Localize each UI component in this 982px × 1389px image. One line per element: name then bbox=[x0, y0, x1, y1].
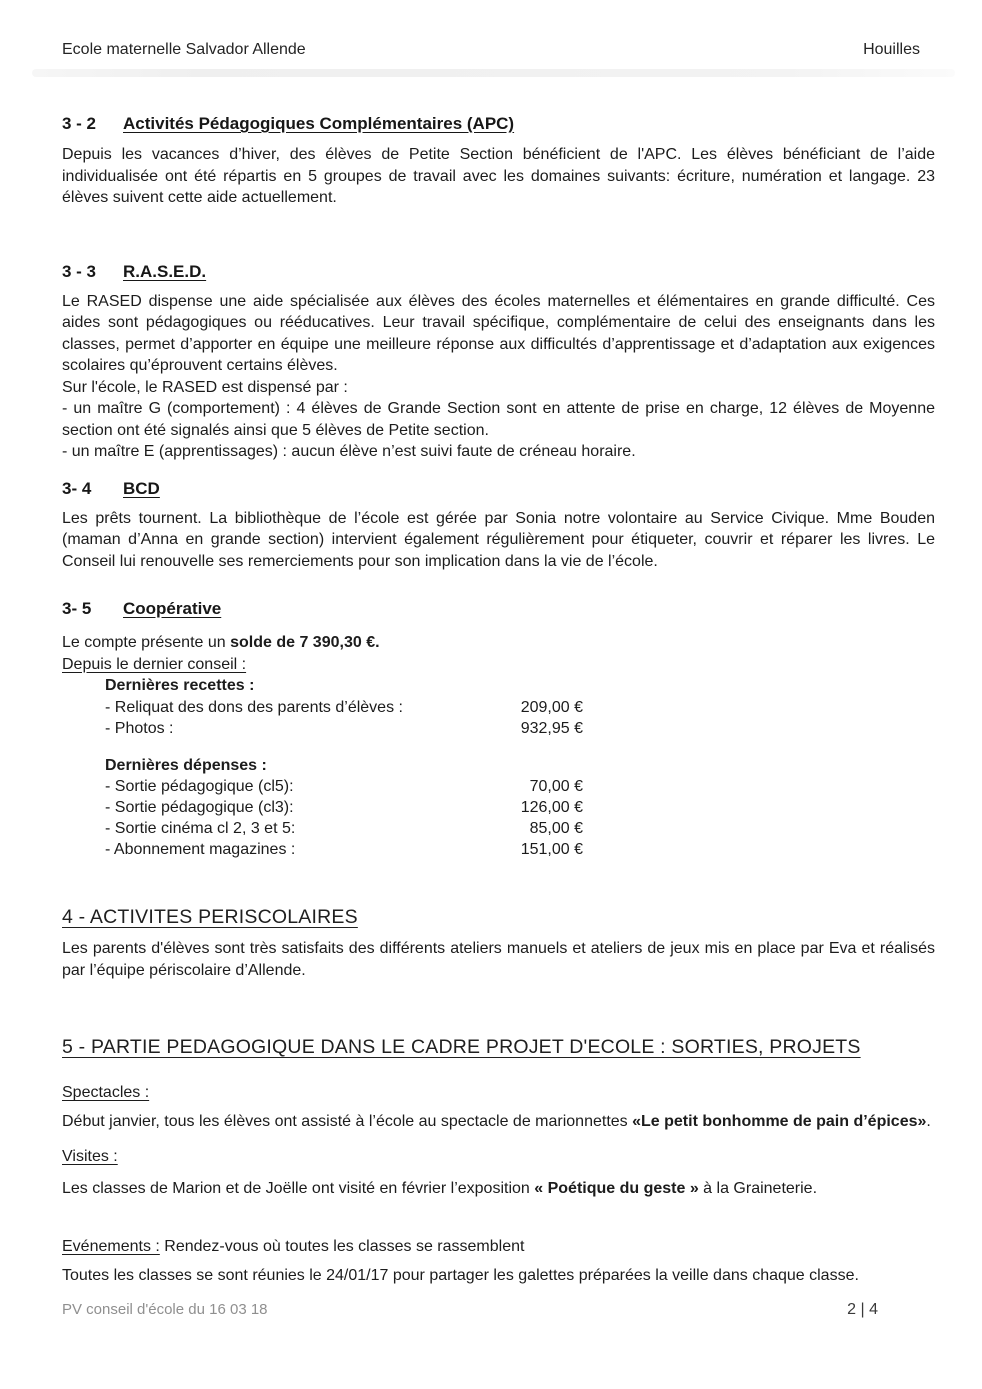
text-run: . bbox=[926, 1112, 931, 1130]
footer-doc-ref: PV conseil d'école du 16 03 18 bbox=[62, 1301, 268, 1318]
header-school-name: Ecole maternelle Salvador Allende bbox=[62, 41, 306, 58]
section-title: Activités Pédagogiques Complémentaires (APC) bbox=[123, 114, 515, 133]
text-run: Toutes les classes se sont réunies le 24/01/17 pour partager les galettes préparées la veille dans chaque classe. bbox=[62, 1266, 859, 1284]
text-run: - un maître E (apprentissages) : aucun élève n’est suivi faute de créneau horaire. bbox=[62, 443, 636, 460]
ledger-row bbox=[62, 818, 935, 839]
text-run: Début janvier, tous les élèves ont assisté à l’école au spectacle de marionnettes bbox=[62, 1112, 633, 1130]
text-run: Les parents d'élèves sont très satisfaits des différents ateliers manuels et ateliers de jeux mis en place par Eva et réalisés par l’équipe périscolaire d’Allende. bbox=[62, 940, 935, 979]
ledger-label: - Abonnement magazines : bbox=[105, 841, 296, 858]
text-run: Dernières dépenses : bbox=[105, 756, 267, 774]
paragraph bbox=[62, 398, 935, 441]
underlined-label: Visites : bbox=[62, 1148, 118, 1165]
text-run: à la Graineterie. bbox=[698, 1179, 818, 1197]
text-run: « Poétique du geste » bbox=[534, 1179, 699, 1197]
ledger-label: - Photos : bbox=[105, 719, 174, 737]
text-run: Le RASED dispense une aide spécialisée aux élèves des écoles maternelles et élémentaires en grande difficulté. Ces aides sont pédagogiques ou rééducatives. Leur travail spécifique, complémentaire de celui des enseignants dans les classes, permet d’apporter en équipe une meilleure réponse aux difficultés d’apprentissage et d’adaptation aux exigences scolaires qu’éprouvent certains élèves. bbox=[62, 292, 935, 374]
underlined-label: Depuis le dernier conseil : bbox=[62, 655, 247, 673]
underlined-label: Evénements : bbox=[62, 1238, 160, 1255]
header-city: Houilles bbox=[863, 41, 920, 58]
ledger-label: - Sortie pédagogique (cl5): bbox=[105, 778, 294, 795]
document-body bbox=[62, 113, 935, 1286]
ledger-label: - Reliquat des dons des parents d’élèves : bbox=[105, 698, 403, 716]
ledger-label: - Sortie cinéma cl 2, 3 et 5: bbox=[105, 820, 296, 837]
paragraph bbox=[62, 377, 935, 399]
paragraph bbox=[62, 1265, 935, 1287]
text-run: Le compte présente un bbox=[62, 634, 231, 651]
text-run: Dernières recettes : bbox=[105, 677, 255, 694]
underlined-label: Spectacles : bbox=[62, 1084, 150, 1101]
text-run: Les classes de Marion et de Joëlle ont visité en février l’exposition bbox=[62, 1179, 535, 1197]
paragraph bbox=[62, 144, 935, 209]
footer-page-number: 2 | 4 bbox=[847, 1301, 878, 1318]
ledger-amount: 85,00 € bbox=[529, 820, 583, 837]
text-run: Depuis les vacances d’hiver, des élèves de Petite Section bénéficient de l'APC. Les élèves bénéficiant de l’aide individualisée ont été répartis en 5 groupes de travail avec les domaines suivants: écriture, numération et langage. 23 élèves suivent cette aide actuellement. bbox=[62, 146, 935, 206]
text-line bbox=[62, 1082, 935, 1104]
section-title: R.A.S.E.D. bbox=[123, 261, 207, 281]
section-title: BCD bbox=[123, 478, 160, 498]
spacer bbox=[62, 739, 935, 755]
ledger-amount: 209,00 € bbox=[520, 698, 583, 716]
paragraph bbox=[62, 291, 935, 377]
ledger-row bbox=[62, 718, 935, 739]
text-run: - un maître G (comportement) : 4 élèves de Grande Section sont en attente de prise en charge, 12 élèves de Moyenne section ont été signalés ainsi que 5 élèves de Petite section. bbox=[62, 400, 935, 439]
text-line bbox=[62, 654, 935, 676]
section-heading bbox=[62, 478, 935, 500]
page-footer bbox=[62, 1300, 920, 1319]
text-run: solde de 7 390,30 €. bbox=[230, 634, 380, 651]
ledger-amount: 932,95 € bbox=[520, 719, 583, 737]
ledger-row bbox=[62, 797, 935, 818]
text-line bbox=[62, 1146, 935, 1168]
paragraph bbox=[62, 441, 935, 463]
section-number: 3 - 3 bbox=[62, 261, 97, 281]
text-run: «Le petit bonhomme de pain d’épices» bbox=[632, 1112, 927, 1130]
ledger-amount: 151,00 € bbox=[520, 841, 583, 858]
paragraph bbox=[62, 1178, 935, 1200]
paragraph bbox=[62, 938, 935, 981]
section-heading bbox=[62, 261, 935, 283]
ledger-label: - Sortie pédagogique (cl3): bbox=[105, 799, 294, 816]
ledger-row bbox=[62, 776, 935, 797]
section-number: 3- 4 bbox=[62, 478, 92, 498]
text-line bbox=[62, 632, 935, 654]
ledger-amount: 70,00 € bbox=[529, 778, 583, 795]
page-header bbox=[62, 40, 935, 60]
paragraph bbox=[62, 508, 935, 573]
section-heading bbox=[62, 598, 935, 620]
section-heading bbox=[62, 113, 935, 135]
section-number: 3 - 2 bbox=[62, 114, 97, 133]
paragraph bbox=[62, 1111, 935, 1133]
header-divider bbox=[32, 69, 955, 77]
ledger-row bbox=[62, 697, 935, 718]
major-section-heading: 4 - ACTIVITES PERISCOLAIRES bbox=[62, 906, 358, 928]
ledger-amount: 126,00 € bbox=[520, 799, 583, 816]
text-line bbox=[62, 1236, 935, 1258]
text-run: Les prêts tournent. La bibliothèque de l’école est gérée par Sonia notre volontaire au Service Civique. Mme Bouden (maman d’Anna en grande section) intervient également régulièrement pour étiqueter, couvrir et réparer les livres. Le Conseil lui renouvelle ses remerciements pour son implication dans la vie de l’école. bbox=[62, 509, 935, 570]
major-section-heading: 5 - PARTIE PEDAGOGIQUE DANS LE CADRE PROJET D'ECOLE : SORTIES, PROJETS bbox=[62, 1036, 861, 1058]
section-title: Coopérative bbox=[123, 599, 222, 618]
ledger-row bbox=[62, 839, 935, 860]
text-line bbox=[62, 675, 935, 697]
text-run: Sur l'école, le RASED est dispensé par : bbox=[62, 378, 348, 396]
text-run: Rendez-vous où toutes les classes se rassemblent bbox=[159, 1238, 525, 1255]
text-line bbox=[62, 755, 935, 777]
section-number: 3- 5 bbox=[62, 599, 92, 618]
